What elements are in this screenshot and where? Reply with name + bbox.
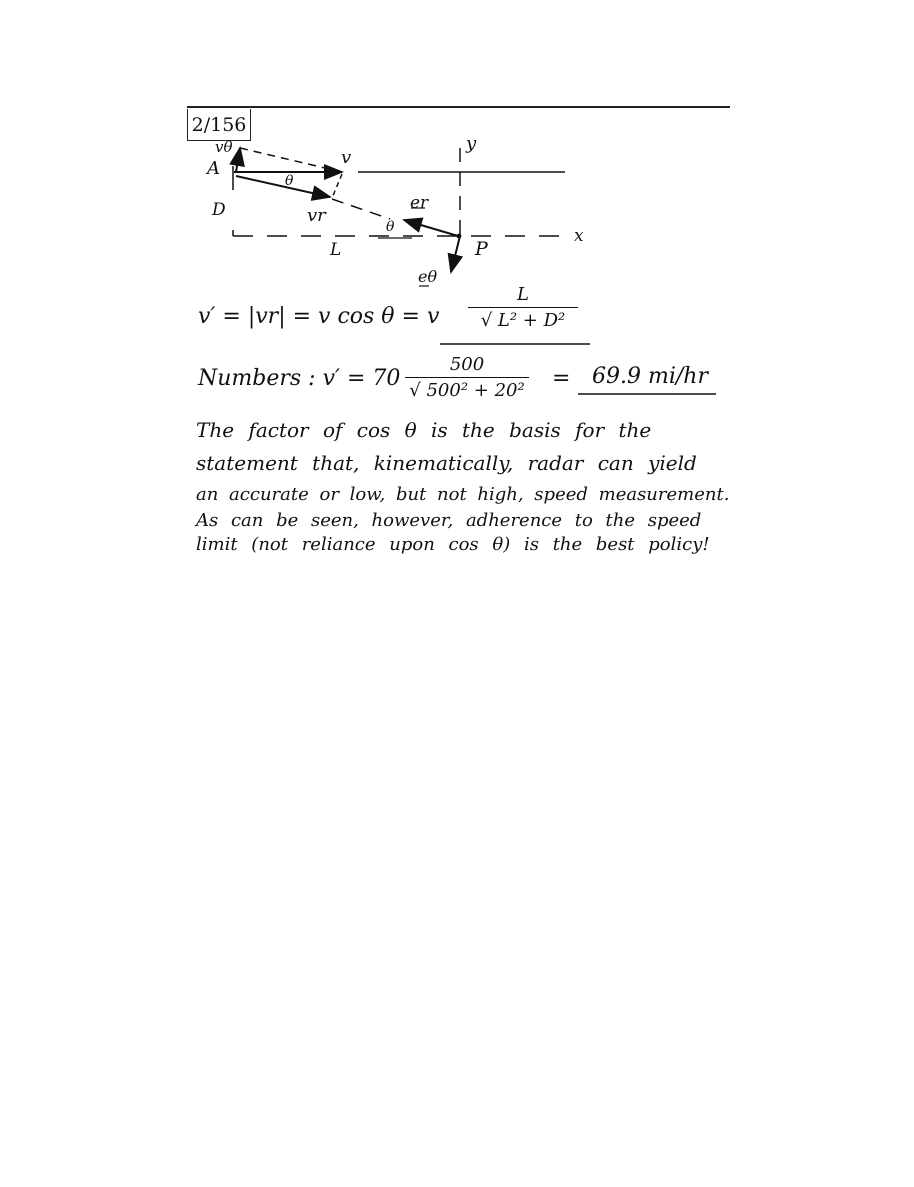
label-D: D xyxy=(212,200,226,220)
equation-2-numerator: 500 xyxy=(449,354,485,375)
paragraph-line-4: As can be seen, however, adherence to the speed xyxy=(196,510,702,531)
problem-number: 2/156 xyxy=(187,109,251,141)
velocity-vtheta-vector xyxy=(236,148,240,172)
equation-1-numerator: L xyxy=(517,284,529,305)
dashed-parallelogram-top xyxy=(240,148,342,172)
equation-2-result: 69.9 mi/hr xyxy=(592,364,708,389)
equation-1-denominator: √ L² + D² xyxy=(480,310,566,331)
unit-vector-etheta xyxy=(451,236,460,272)
paragraph-line-2: statement that, kinematically, radar can yield xyxy=(196,451,697,475)
equation-2-fraction xyxy=(405,354,529,401)
label-P: P xyxy=(475,238,488,260)
equation-2-fraction-bar xyxy=(405,377,529,378)
label-theta-bottom: θ xyxy=(386,219,395,235)
unit-vector-er xyxy=(404,220,458,236)
equation-2-denominator: √ 500² + 20² xyxy=(409,380,525,401)
label-v-theta: vθ xyxy=(215,138,233,156)
paragraph-line-1: The factor of cos θ is the basis for the xyxy=(196,418,652,442)
velocity-vr-vector xyxy=(236,176,330,197)
label-v: v xyxy=(341,147,352,168)
paragraph-line-5: limit (not reliance upon cos θ) is the best policy! xyxy=(196,534,710,555)
dashed-parallelogram-right xyxy=(332,174,342,198)
label-L: L xyxy=(330,240,342,260)
equation-1-fraction-bar xyxy=(468,307,578,308)
line-of-sight xyxy=(332,199,390,219)
label-y: y xyxy=(466,133,477,154)
label-x: x xyxy=(574,226,584,246)
equation-1-left: v′ = |vr| = v cos θ = v xyxy=(198,304,440,329)
label-A: A xyxy=(207,158,220,179)
equation-2-equals: = xyxy=(552,366,571,391)
label-v-r: vr xyxy=(307,205,326,226)
equation-1-fraction xyxy=(468,284,578,331)
label-e-r: er xyxy=(410,193,429,213)
paragraph-line-3: an accurate or low, but not high, speed measurement. xyxy=(196,484,730,505)
point-P-dot xyxy=(457,234,462,239)
label-e-theta: eθ xyxy=(418,267,438,286)
label-theta-top: θ xyxy=(285,173,294,189)
equation-2-prefix: Numbers : v′ = 70 xyxy=(198,366,401,391)
